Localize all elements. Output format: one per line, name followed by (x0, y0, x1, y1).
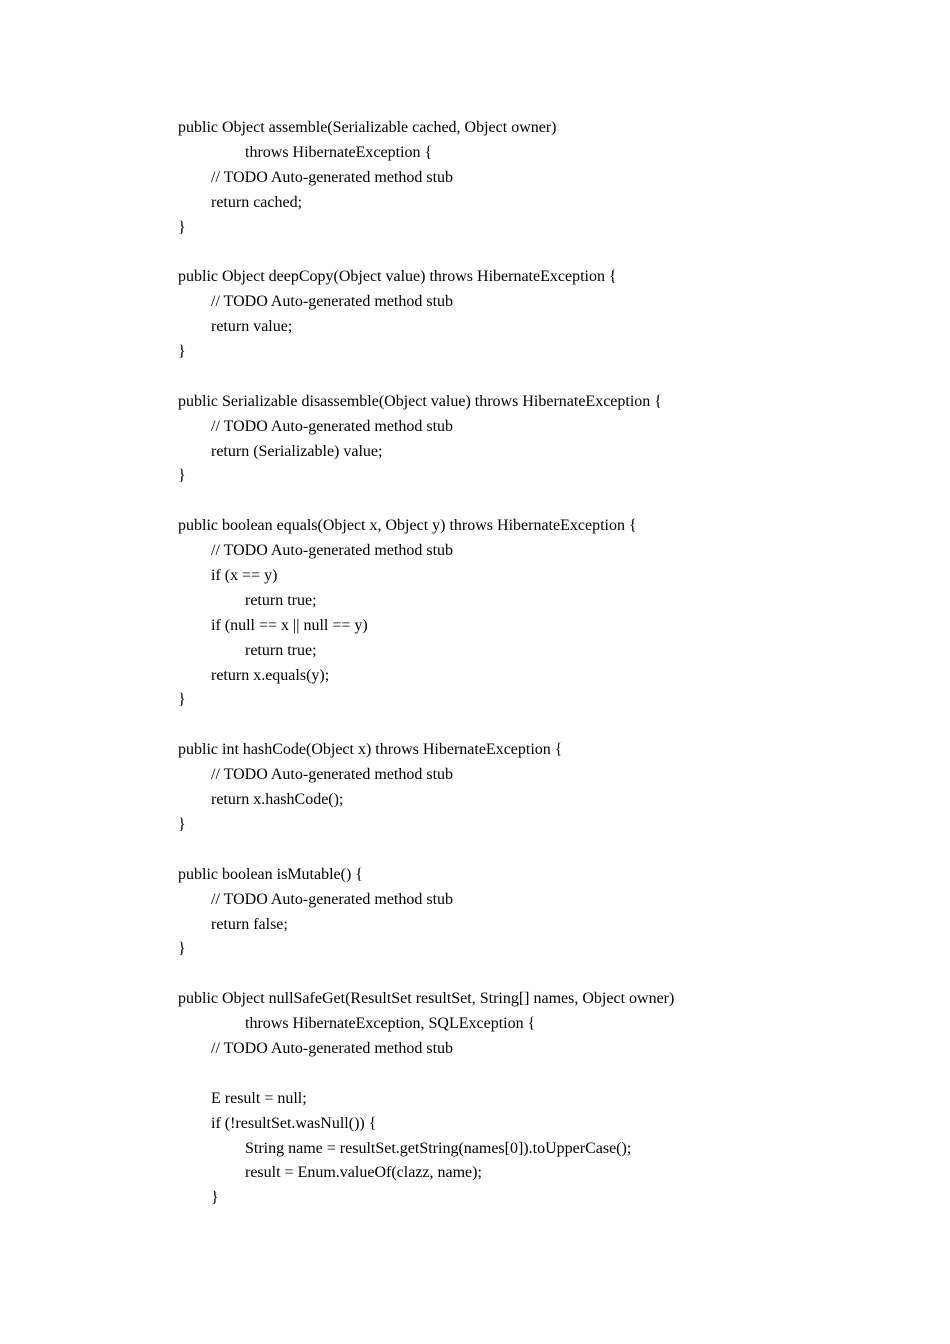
code-line: // TODO Auto-generated method stub (211, 1039, 454, 1057)
code-line: public boolean isMutable() { (178, 865, 363, 883)
code-line: public Object deepCopy(Object value) throws HibernateException { (178, 268, 617, 286)
code-line: E result = null; (211, 1089, 307, 1107)
code-line: public boolean equals(Object x, Object y) throws HibernateException { (178, 517, 637, 535)
code-line: public Serializable disassemble(Object value) throws HibernateException { (178, 392, 662, 410)
code-line: throws HibernateException, SQLException { (245, 1015, 536, 1033)
code-line: if (!resultSet.wasNull()) { (211, 1114, 377, 1132)
code-line: return false; (211, 915, 288, 933)
code-line: public int hashCode(Object x) throws HibernateException { (178, 741, 563, 759)
blank-line (178, 713, 878, 738)
code-line: result = Enum.valueOf(clazz, name); (245, 1164, 482, 1182)
blank-line (178, 838, 878, 863)
blank-line (178, 962, 878, 987)
code-line: } (178, 218, 186, 236)
code-line: return true; (245, 591, 317, 609)
code-line: } (178, 467, 186, 485)
code-line: String name = resultSet.getString(names[0]).toUpperCase(); (245, 1139, 632, 1157)
code-line: // TODO Auto-generated method stub (211, 766, 454, 784)
code-line: public Object assemble(Serializable cached, Object owner) (178, 119, 557, 136)
code-line: return cached; (211, 193, 303, 211)
code-line: // TODO Auto-generated method stub (211, 293, 454, 311)
code-line: // TODO Auto-generated method stub (211, 168, 454, 186)
blank-line (178, 240, 878, 265)
code-line: return value; (211, 318, 293, 336)
code-line: // TODO Auto-generated method stub (211, 417, 454, 435)
code-line: throws HibernateException { (245, 143, 433, 161)
blank-line (178, 489, 878, 514)
code-line: } (178, 940, 186, 958)
code-line: } (211, 1189, 219, 1207)
code-line: public Object nullSafeGet(ResultSet resultSet, String[] names, Object owner) (178, 990, 675, 1008)
code-line: if (x == y) (211, 567, 278, 585)
code-line: if (null == x || null == y) (211, 616, 368, 634)
code-listing (178, 116, 878, 1211)
blank-line (178, 1062, 878, 1087)
code-line: return x.equals(y); (211, 666, 330, 684)
code-line: return x.hashCode(); (211, 791, 344, 809)
code-line: return (Serializable) value; (211, 442, 383, 460)
code-line: // TODO Auto-generated method stub (211, 890, 454, 908)
code-line: } (178, 343, 186, 361)
blank-line (178, 365, 878, 390)
code-line: } (178, 691, 186, 709)
code-line: } (178, 815, 186, 833)
code-line: return true; (245, 641, 317, 659)
code-line: // TODO Auto-generated method stub (211, 542, 454, 560)
